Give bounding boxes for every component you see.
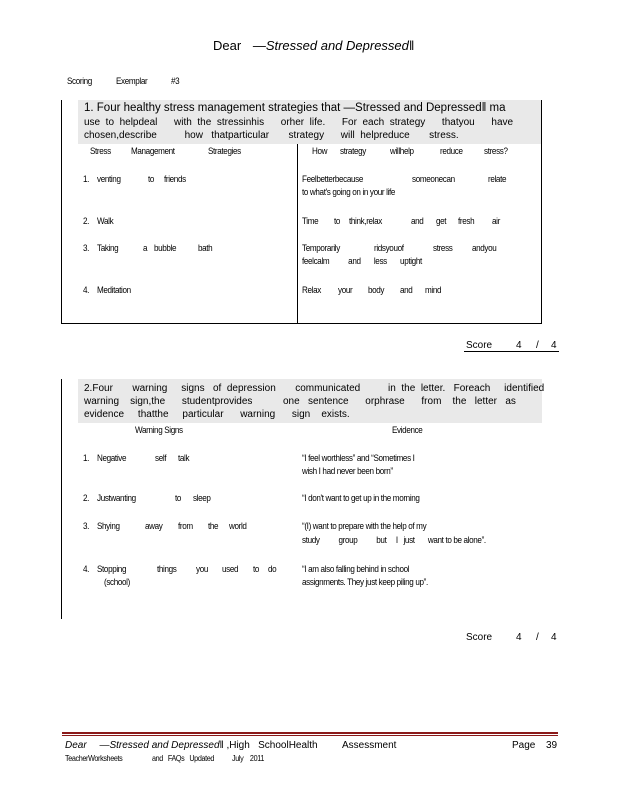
s1-row3-right-3: stress [433,243,453,253]
title-letter: —Stressed and Depressed‖ [252,38,415,53]
s2-right-header: Evidence [392,425,423,435]
s1-row2-right-2: to [334,216,341,226]
footer-assessment: Assessment [342,740,397,751]
s1-row4-right-2: your [338,285,353,295]
section2-question-line3: evidence thatthe particular warning sign exists. [84,409,350,420]
s1-row1-right-2: someonecan [412,174,455,184]
s1-score-value: 4 [516,340,522,351]
s1-row3-left-4: bath [198,243,213,253]
s2-row1-left-2: self [155,453,167,463]
s1-left-header-1: Stress [90,146,111,156]
s2-row4-left-6: do [268,564,277,574]
footer-line2-c: July 2011 [232,754,264,763]
s1-left-header-2: Management [131,146,175,156]
footer-line1 [65,740,318,751]
section1-column-divider [297,144,298,324]
s1-right-header-3: willhelp [390,146,414,156]
s2-row3-right-2: study group but I just want to be alone”. [302,535,486,545]
s1-row1-num: 1. [83,174,90,184]
s1-row3-right-4: andyou [472,243,497,253]
s2-row1-num: 1. [83,453,90,463]
s1-row4-left-1: Meditation [97,285,131,295]
section2-left-border [61,379,62,619]
s2-row3-left-5: world [229,521,247,531]
s2-score-label: Score [466,632,493,643]
footer-rule-thin [62,735,558,736]
section1-question-line3: chosen,describe how thatparticular strategy will helpreduce stress. [84,130,459,141]
page-title [213,38,414,53]
s1-row3-right-line2: feelcalm and less uptight [302,256,422,266]
section1-question-line2: use to helpdeal with the stressinhis orher life. For each strategy thatyou have [84,117,514,128]
s1-right-header-2: strategy [340,146,366,156]
s1-row4-right-3: body [368,285,385,295]
s2-row3-left-4: the [208,521,219,531]
scoring-label: Scoring [67,76,92,86]
footer-letter-title: —Stressed and Depressed‖ [99,740,224,751]
footer-rule [62,732,558,734]
s2-row3-right-1: “(I) want to prepare with the help of my [302,521,427,531]
s1-row1-left-3: friends [164,174,186,184]
s1-row1-left-2: to [148,174,155,184]
s1-row3-left-1: Taking [97,243,119,253]
s2-row4-right-1: “I am also falling behind in school [302,564,410,574]
s2-row3-left-2: away [145,521,163,531]
s1-row3-left-3: bubble [154,243,177,253]
s1-row4-right-1: Relax [302,285,321,295]
s2-row2-left-3: sleep [193,493,211,503]
s1-row3-left-2: a [143,243,148,253]
s1-row1-right-3: relate [488,174,507,184]
s2-row1-right-1: “I feel worthless” and “Sometimes I [302,453,415,463]
s2-left-header: Warning Signs [135,425,183,435]
s1-score-label: Score [466,340,493,351]
s1-right-header-1: How [312,146,328,156]
s1-row2-right-1: Time [302,216,319,226]
s1-row3-num: 3. [83,243,90,253]
footer-dear: Dear [65,740,87,751]
s2-row4-left-5: to [253,564,260,574]
s1-row2-left-1: Walk [97,216,114,226]
s1-left-header-3: Strategies [208,146,241,156]
s1-row2-right-7: air [492,216,500,226]
footer-course: ,High SchoolHealth [226,740,318,751]
s2-row3-left-3: from [178,521,193,531]
s1-row4-right-5: mind [425,285,442,295]
s1-row2-num: 2. [83,216,90,226]
s1-score-sep: / [536,340,539,351]
s2-score-sep: / [536,632,539,643]
s1-score-underline [464,351,559,352]
s1-row4-num: 4. [83,285,90,295]
s2-row2-right-1: “I don't want to get up in the morning [302,493,420,503]
s2-row4-left-2: things [157,564,177,574]
s2-row1-right-2: wish I had never been born” [302,466,393,476]
s2-score-total: 4 [551,632,557,643]
s2-row2-num: 2. [83,493,90,503]
s2-row1-left-3: talk [178,453,190,463]
footer-line2-b: and FAQs Updated [152,754,215,763]
footer-line2-a: TeacherWorksheets [65,754,123,763]
s1-row1-right-line2: to what's going on in your life [302,187,396,197]
s1-right-header-5: stress? [484,146,508,156]
s2-row3-num: 3. [83,521,90,531]
s1-row2-right-6: fresh [458,216,475,226]
footer-page-number: 39 [546,740,558,751]
s1-row2-right-5: get [436,216,447,226]
s2-row1-left-1: Negative [97,453,127,463]
section1-question-line1: 1. Four healthy stress management strategies that —Stressed and Depressed‖ ma [84,102,506,114]
s1-row3-right-2: ridsyouof [374,243,404,253]
s1-row3-right-1: Temporarily [302,243,340,253]
s2-score-value: 4 [516,632,522,643]
s1-row1-right-1: Feelbetterbecause [302,174,363,184]
s1-right-header-4: reduce [440,146,463,156]
s1-row2-right-3: think,relax [349,216,382,226]
s1-row2-right-4: and [411,216,424,226]
s2-row4-num: 4. [83,564,90,574]
section1-left-border [61,100,62,324]
s2-row4-left-3: you [196,564,208,574]
footer-page-label: Page [512,740,536,751]
exemplar-label: Exemplar [116,76,148,86]
s2-row3-left-1: Shying [97,521,120,531]
exemplar-number: #3 [171,76,180,86]
s2-row4-left-4: used [222,564,239,574]
section2-question-line2: warning sign,the studentprovides one sentence orphrase from the letter as [84,396,516,407]
section1-bottom-border [61,323,542,324]
s1-row1-left-1: venting [97,174,121,184]
s2-row4-right-2: assignments. They just keep piling up”. [302,577,428,587]
s1-row4-right-4: and [400,285,413,295]
section1-right-border [541,100,542,324]
s1-score-total: 4 [551,340,557,351]
s2-row4-left-line2: (school) [104,577,130,587]
section2-question-line1: 2.Four warning signs of depression communicated in the letter. Foreach identified [84,383,545,394]
s2-row2-left-2: to [175,493,182,503]
s2-row4-left-1: Stopping [97,564,127,574]
title-dear: Dear [213,38,242,53]
s2-row2-left-1: Justwanting [97,493,136,503]
